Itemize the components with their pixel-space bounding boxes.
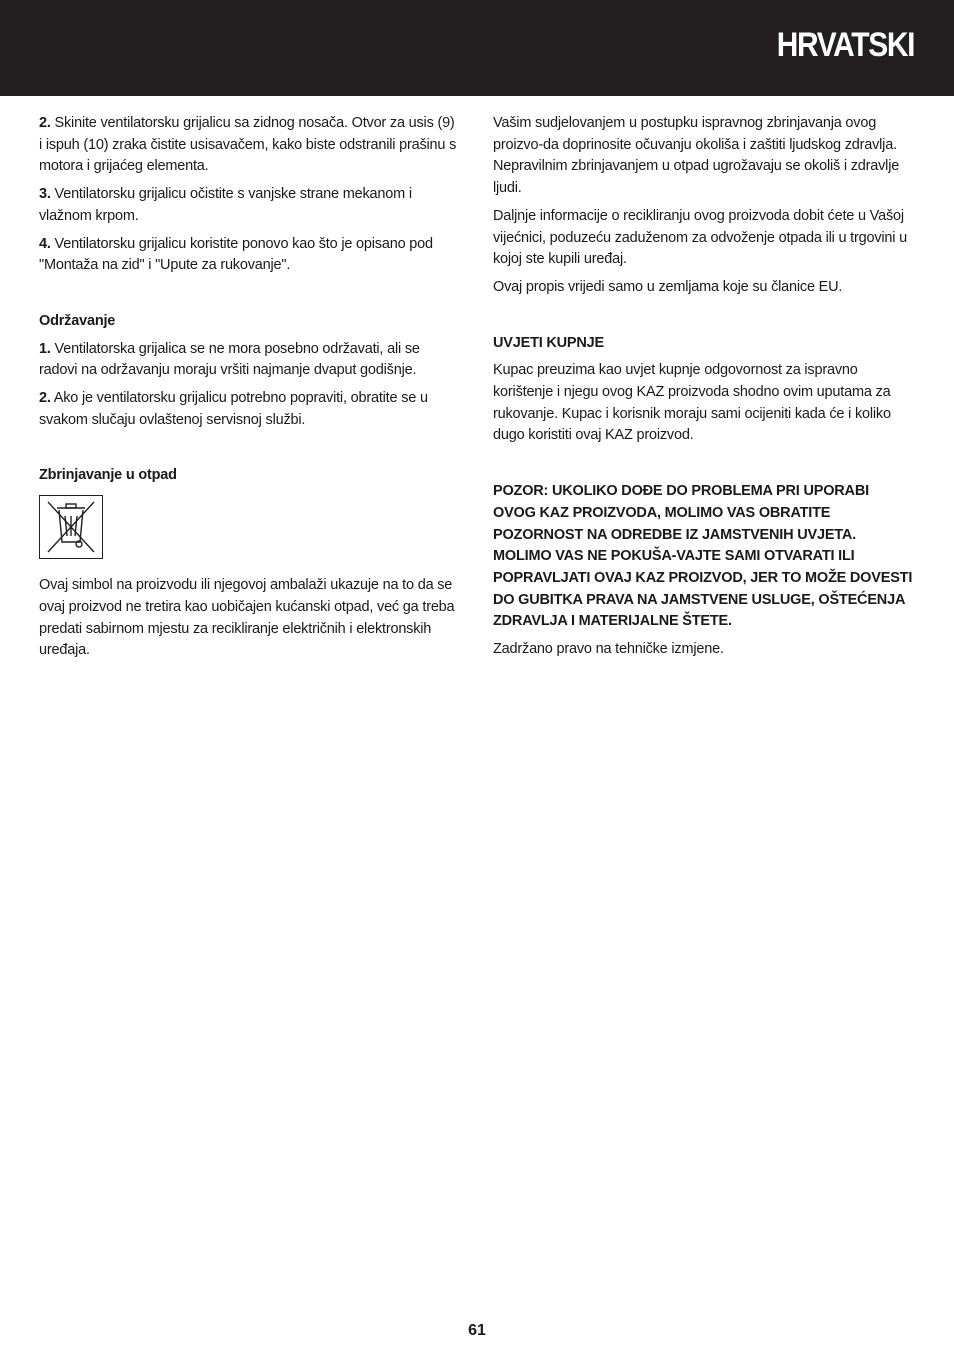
disposal-heading: Zbrinjavanje u otpad xyxy=(39,467,177,484)
step-text: Skinite ventilatorsku grijalicu sa zidnog nosača. Otvor za usis (9) i ispuh (10) zraka čistite usisavačem, kako biste odstranili prašinu s motora i grijaćeg elementa. xyxy=(39,115,457,175)
item-text: Ako je ventilatorsku grijalicu potrebno popraviti, obratite se u svakom slučaju ovlaštenoj servisnoj službi. xyxy=(39,390,428,428)
right-column xyxy=(493,113,915,667)
page-number: 61 xyxy=(468,1322,486,1339)
step-number: 3. xyxy=(39,186,51,203)
purchase-text: Kupac preuzima kao uvjet kupnje odgovornost za ispravno korištenje i njegu ovog KAZ proizvoda shodno ovim uputama za rukovanje. Kupac i korisnik moraju sami ocijeniti kada će i koliko dugo koristiti ovaj KAZ proizvod. xyxy=(493,362,891,444)
maintenance-heading: Održavanje xyxy=(39,312,116,329)
step-2 xyxy=(39,113,461,178)
step-4 xyxy=(39,234,461,277)
maintenance-item-2 xyxy=(39,388,461,431)
reserved-rights-text: Zadržano pravo na tehničke izmjene. xyxy=(493,641,724,658)
left-column xyxy=(39,113,461,668)
item-number: 2. xyxy=(39,390,51,407)
header-bar xyxy=(0,0,954,96)
purchase-heading: UVJETI KUPNJE xyxy=(493,334,605,351)
warning-text: POZOR: UKOLIKO DOĐE DO PROBLEMA PRI UPORABI OVOG KAZ PROIZVODA, MOLIMO VAS OBRATITE POZORNOST NA ODREDBE IZ JAMSTVENIH UVJETA. MOLIMO VAS NE POKUŠA-VAJTE SAMI OTVARATI ILI POPRAVLJATI OVAJ KAZ PROIZVOD, JER TO MOŽE DOVESTI DO GUBITKA PRAVA NA JAMSTVENE USLUGE, OŠTEĆENJA ZDRAVLJA I MATERIJALNE ŠTETE. xyxy=(493,483,913,630)
disposal-paragraph-1: Vašim sudjelovanjem u postupku ispravnog zbrinjavanja ovog proizvo-da doprinosite očuvanju okoliša i zaštiti ljudskog zdravlja. Nepravilnim zbrinjavanjem u otpad ugrožavaju se okoliš i zdravlje ljudi. xyxy=(493,115,900,197)
item-text: Ventilatorska grijalica se ne mora posebno održavati, ali se radovi na održavanju moraju vršiti najmanje dvaput godišnje. xyxy=(39,340,420,379)
disposal-text: Ovaj simbol na proizvodu ili njegovoj ambalaži ukazuje na to da se ovaj proizvod ne tretira kao uobičajen kućanski otpad, već ga treba predati sabirnom mjestu za recikliranje električnih i elektronskih uređaja. xyxy=(39,577,455,659)
step-text: Ventilatorsku grijalicu koristite ponovo kao što je opisano pod "Montaža na zid" i "Upute za rukovanje". xyxy=(39,235,433,274)
step-number: 2. xyxy=(39,115,51,131)
step-text: Ventilatorsku grijalicu očistite s vanjske strane mekanom i vlažnom krpom. xyxy=(39,186,412,224)
item-number: 1. xyxy=(39,340,51,357)
disposal-paragraph-3: Ovaj propis vrijedi samo u zemljama koje su članice EU. xyxy=(493,278,843,295)
maintenance-item-1 xyxy=(39,339,461,382)
language-title: HRVATSKI xyxy=(776,26,914,64)
crossed-out-wheelie-bin-icon xyxy=(39,495,103,559)
disposal-paragraph-2: Daljnje informacije o recikliranju ovog proizvoda dobit ćete u Vašoj vijećnici, poduzeću zaduženom za odvoženje otpada ili u trgovini u kojoj ste kupili uređaj. xyxy=(493,207,908,268)
step-3 xyxy=(39,184,461,227)
step-number: 4. xyxy=(39,235,51,252)
